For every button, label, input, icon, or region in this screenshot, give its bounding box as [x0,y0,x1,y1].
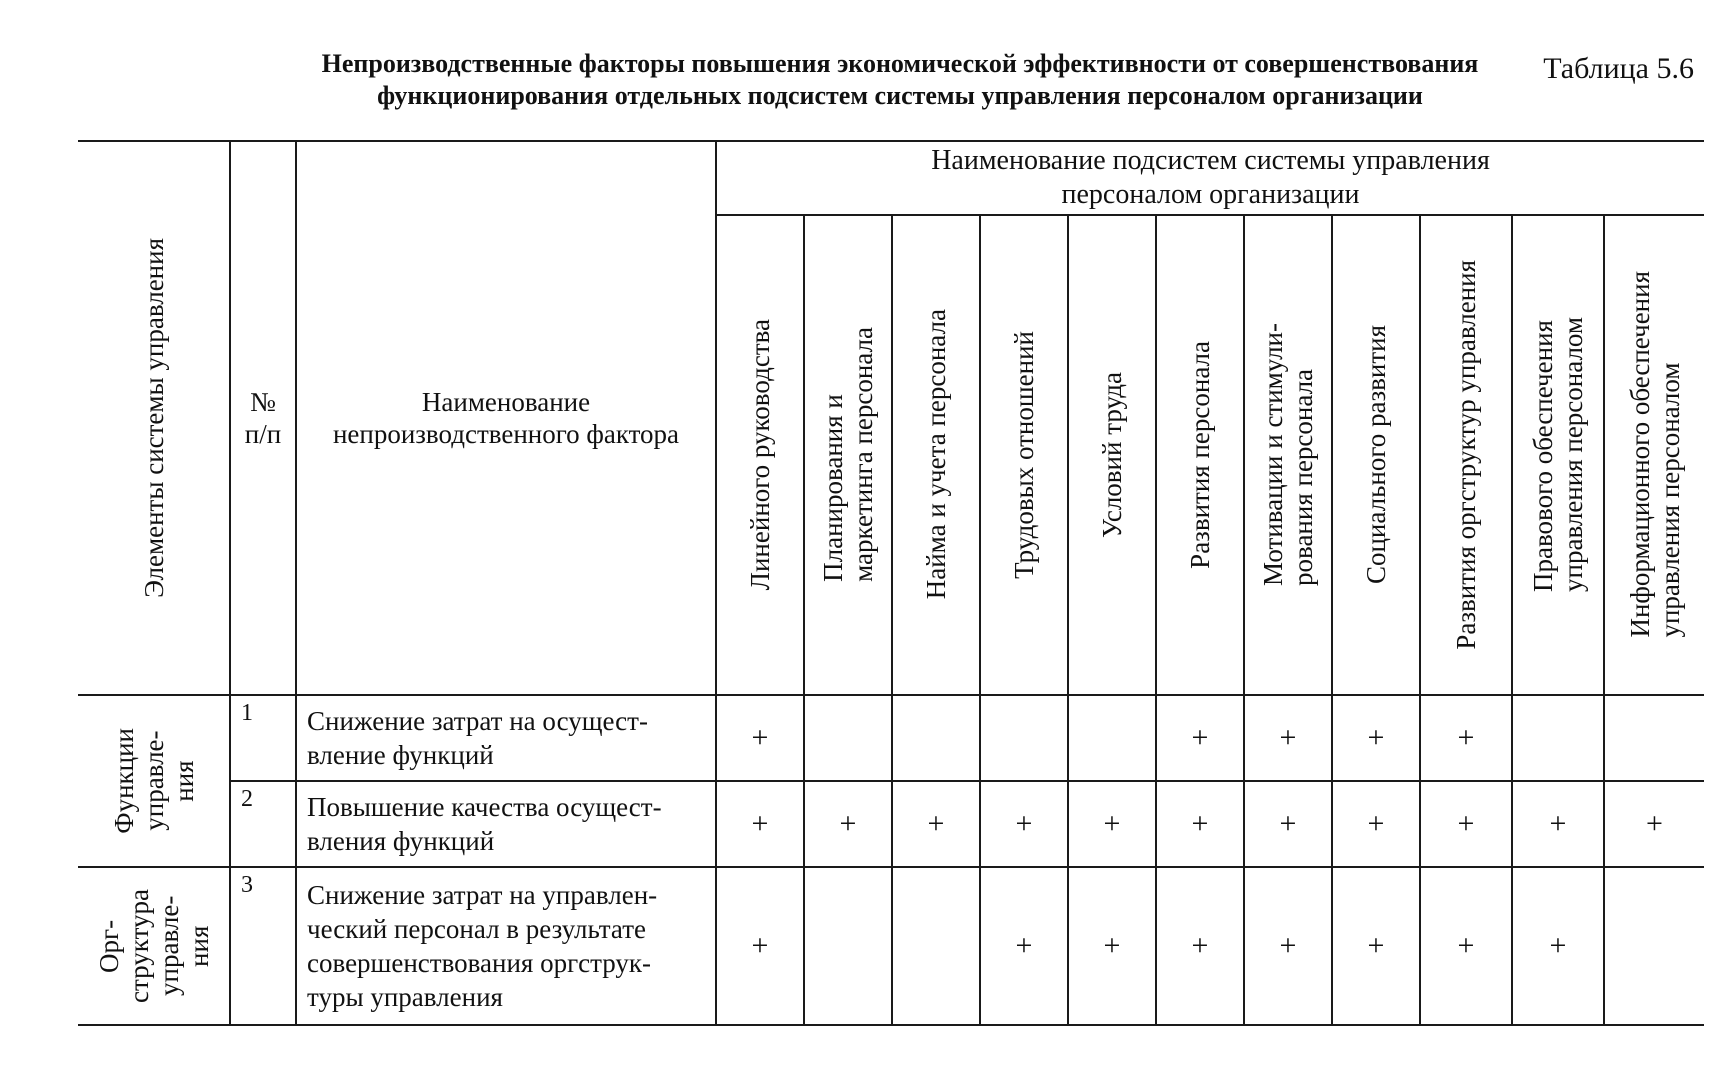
header-subsystem-7-label: Мотивации и стимули- рования персонала [1258,323,1318,587]
mark-cell: + [1244,695,1332,781]
mark-cell [892,867,980,1025]
table-row [78,781,1704,867]
mark-cell [1604,695,1704,781]
header-factor: Наименование непроизводственного фактора [332,386,680,449]
mark-cell: + [1068,867,1156,1025]
mark-cell: + [1420,781,1512,867]
mark-cell: + [1156,867,1244,1025]
header-subsystem-1-label: Линейного руководства [745,318,775,591]
header-subsystem-3 [892,215,980,695]
header-subsystems-title: Наименование подсистем системы управления персоналом организации [931,144,1490,210]
group-label-orgstructure: Орг- структура управле- ния [93,889,214,1004]
row-factor: Повышение качества осущест- вления функций [296,781,716,867]
header-subsystem-9-label: Развития оргструктур управления [1451,259,1481,650]
header-subsystem-2-label: Планирования и маркетинга персонала [818,327,878,583]
mark-cell: + [1068,781,1156,867]
table-row [78,867,1704,1025]
header-subsystems-group [716,141,1704,215]
mark-cell: + [980,867,1068,1025]
mark-cell: + [716,867,804,1025]
mark-cell: + [1420,867,1512,1025]
group-cell-functions [78,695,230,868]
header-subsystem-8-label: Социального развития [1361,325,1391,585]
mark-cell [1068,695,1156,781]
header-subsystem-6-label: Развития персонала [1185,340,1215,569]
row-number: 1 [230,695,296,781]
mark-cell: + [1244,867,1332,1025]
header-subsystem-10-label: Правового обеспечения управления персоналом [1528,317,1588,593]
mark-cell: + [804,781,892,867]
table-label: Таблица 5.6 [1543,52,1694,85]
header-elements: Элементы системы управления [138,237,169,598]
row-number: 2 [230,781,296,867]
header-subsystem-4 [980,215,1068,695]
header-subsystem-3-label: Найма и учета персонала [921,309,951,600]
mark-cell: + [1604,781,1704,867]
mark-cell: + [716,695,804,781]
header-subsystem-10 [1512,215,1604,695]
mark-cell: + [980,781,1068,867]
header-subsystem-8 [1332,215,1420,695]
mark-cell: + [1244,781,1332,867]
header-subsystem-6 [1156,215,1244,695]
header-subsystem-4-label: Трудовых отношений [1009,330,1039,579]
row-factor: Снижение затрат на осущест- вление функций [296,695,716,781]
mark-cell [892,695,980,781]
mark-cell: + [1156,781,1244,867]
header-subsystem-7 [1244,215,1332,695]
mark-cell [804,695,892,781]
header-number-cell [230,141,296,695]
header-subsystem-5 [1068,215,1156,695]
mark-cell [980,695,1068,781]
mark-cell [804,867,892,1025]
table-row [78,695,1704,781]
table-title-line-1: Непроизводственные факторы повышения экономической эффективности от совершенствования [321,49,1479,78]
mark-cell: + [716,781,804,867]
header-factor-cell [296,141,716,695]
header-subsystem-11 [1604,215,1704,695]
mark-cell: + [892,781,980,867]
group-cell-orgstructure [78,867,230,1025]
header-subsystem-11-label: Информационного обеспечения управления персоналом [1624,271,1685,638]
mark-cell: + [1420,695,1512,781]
mark-cell [1604,867,1704,1025]
table-title-line-2: функционирования отдельных подсистем системы управления персоналом организации [377,81,1423,110]
header-subsystem-5-label: Условий труда [1097,371,1127,538]
mark-cell: + [1156,695,1244,781]
mark-cell: + [1332,695,1420,781]
header-elements-cell [78,141,230,695]
header-subsystem-2 [804,215,892,695]
header-row-1 [78,141,1704,215]
row-number: 3 [230,867,296,1025]
table-title [230,48,1570,112]
row-factor: Снижение затрат на управлен- ческий персонал в результате совершенствования оргструк- туры управления [296,867,716,1025]
mark-cell: + [1512,867,1604,1025]
mark-cell: + [1332,867,1420,1025]
mark-cell [1512,695,1604,781]
header-subsystem-1 [716,215,804,695]
mark-cell: + [1332,781,1420,867]
mark-cell: + [1512,781,1604,867]
factors-table [78,140,1704,1026]
header-number: № п/п [244,386,282,449]
header-subsystem-9 [1420,215,1512,695]
group-label-functions: Функции управле- ния [108,727,199,834]
